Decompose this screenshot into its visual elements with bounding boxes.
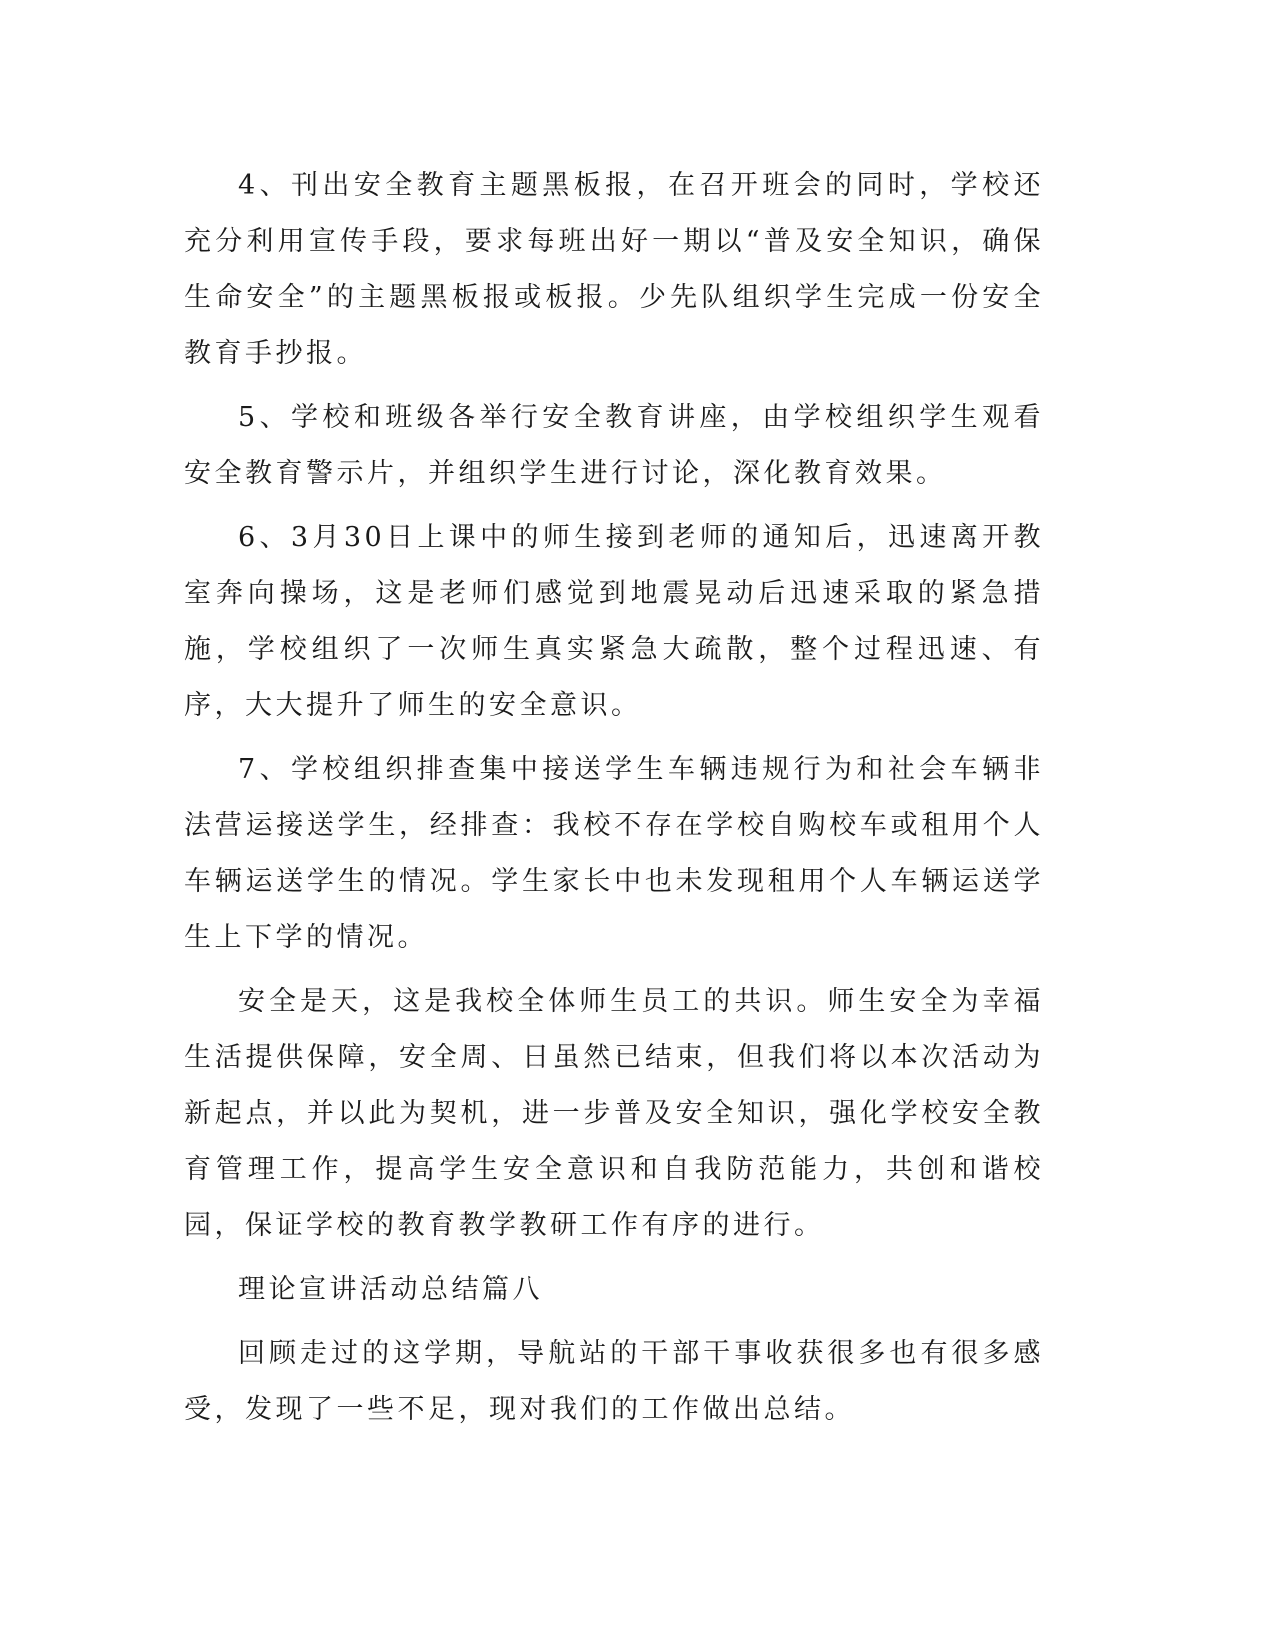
paragraph-item-4: 4、刊出安全教育主题黑板报，在召开班会的同时，学校还充分利用宣传手段，要求每班出好一期以“普及安全知识，确保生命安全”的主题黑板报或板报。少先队组织学生完成一份安全教育手抄报。 [184,170,1044,369]
paragraph-intro: 回顾走过的这学期，导航站的干部干事收获很多也有很多感受，发现了一些不足，现对我们的工作做出总结。 [184,1338,1044,1425]
paragraph-item-5: 5、学校和班级各举行安全教育讲座，由学校组织学生观看安全教育警示片，并组织学生进行讨论，深化教育效果。 [184,402,1044,489]
section-heading: 理论宣讲活动总结篇八 [238,1274,543,1305]
paragraph-conclusion: 安全是天，这是我校全体师生员工的共识。师生安全为幸福生活提供保障，安全周、日虽然已结束，但我们将以本次活动为新起点，并以此为契机，进一步普及安全知识，强化学校安全教育管理工作，提高学生安全意识和自我防范能力，共创和谐校园，保证学校的教育教学教研工作有序的进行。 [184,986,1044,1241]
paragraph-item-7: 7、学校组织排查集中接送学生车辆违规行为和社会车辆非法营运接送学生，经排查：我校不存在学校自购校车或租用个人车辆运送学生的情况。学生家长中也未发现租用个人车辆运送学生上下学的情况。 [184,754,1044,953]
document-body [184,158,1044,1446]
paragraph-item-6: 6、3月30日上课中的师生接到老师的通知后，迅速离开教室奔向操场，这是老师们感觉到地震晃动后迅速采取的紧急措施，学校组织了一次师生真实紧急大疏散，整个过程迅速、有序，大大提升了师生的安全意识。 [184,522,1044,721]
